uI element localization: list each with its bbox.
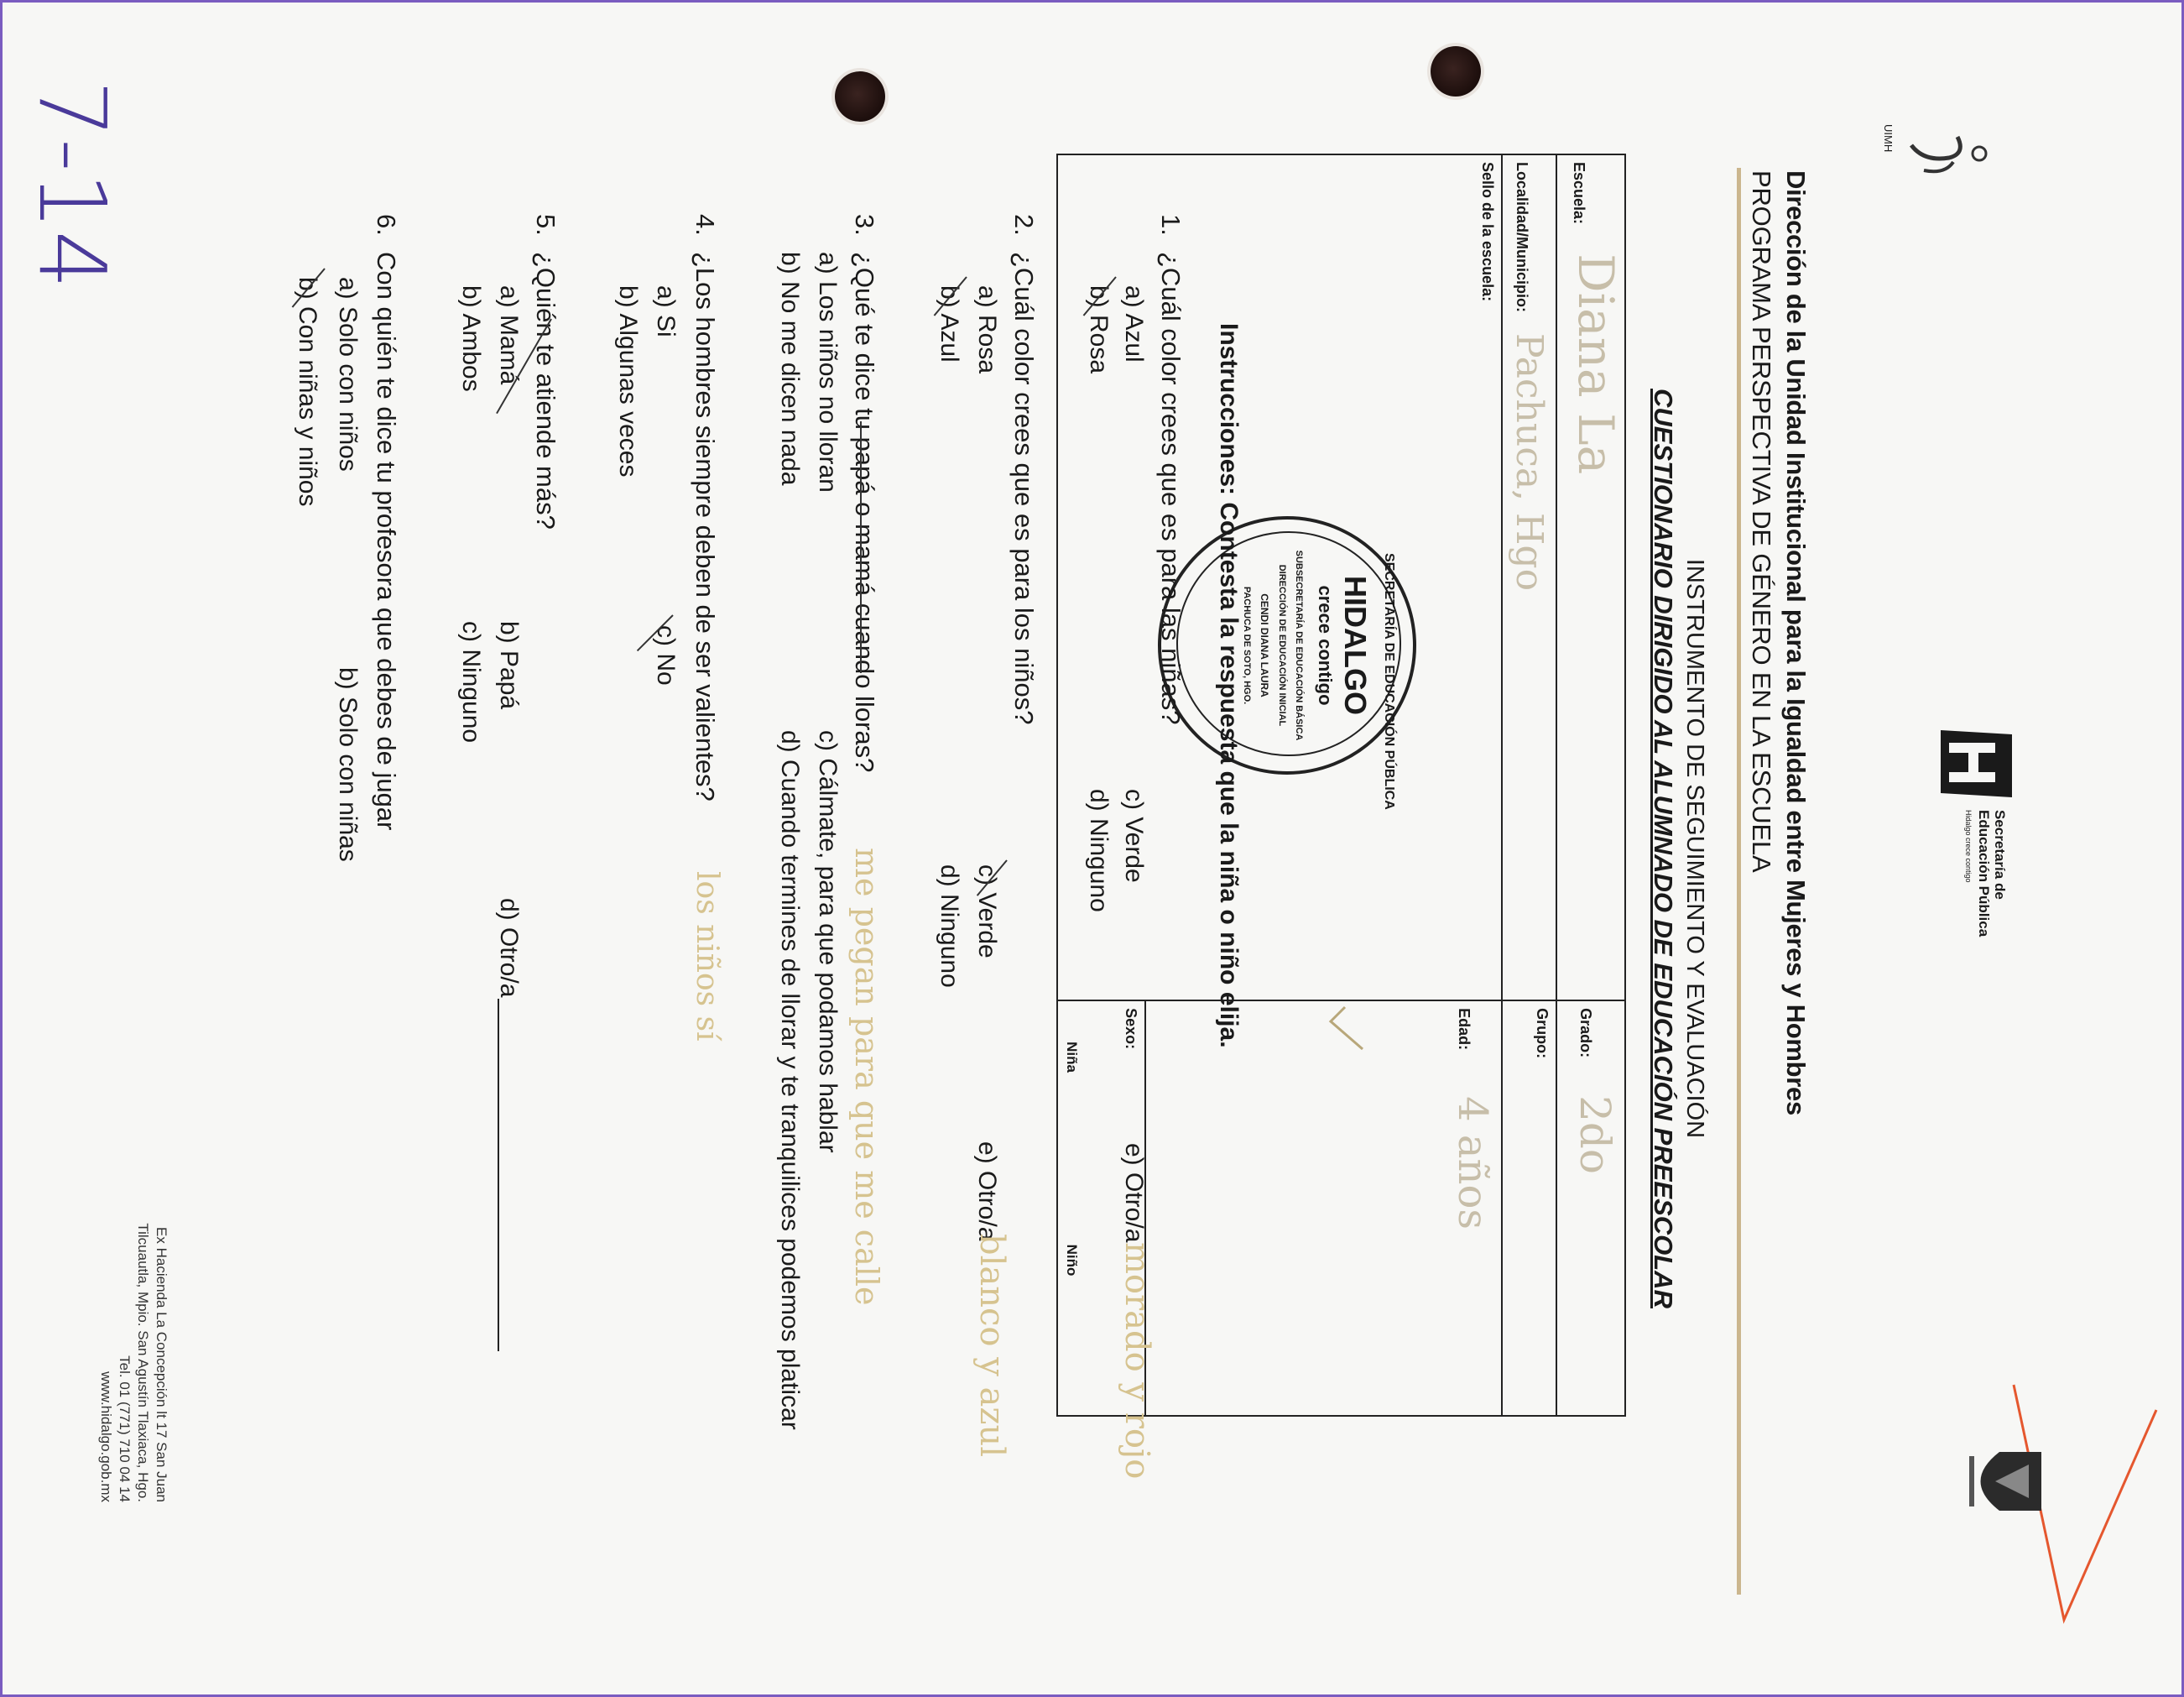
- sex-boy-option: Niño: [1064, 1244, 1080, 1277]
- stamp-line2: DIRECCIÓN DE EDUCACIÓN INICIAL: [1277, 564, 1287, 727]
- question-2-text: ¿Cuál color crees que es para los niños?: [1009, 252, 1039, 725]
- q3-other-answer: me pegan para que me calle: [848, 848, 885, 1306]
- q4-option-c: c) No: [652, 625, 680, 686]
- header-divider: [1737, 168, 1741, 1595]
- q4-option-b: b) Algunas veces: [614, 285, 642, 478]
- q1-option-c: c) Verde: [1120, 789, 1148, 883]
- question-6-number: 6.: [372, 214, 401, 236]
- grade-label: Grado:: [1577, 1008, 1594, 1058]
- sex-girl-option: Niña: [1064, 1042, 1080, 1073]
- q4-other-answer: los niños sí: [690, 871, 724, 1042]
- question-1-text: ¿Cuál color crees que es para las niñas?: [1156, 252, 1186, 725]
- q5-option-c: b) Papá: [495, 621, 523, 710]
- sep-logo-tagline: Hidalgo crece contigo: [1964, 810, 1973, 883]
- q2-other-answer: blanco y azul: [972, 1234, 1011, 1457]
- group-label: Grupo:: [1534, 1008, 1551, 1059]
- q3-option-b: b) No me dicen nada: [776, 252, 804, 486]
- group-cell: [1502, 1000, 1556, 1416]
- stamp-line1: SUBSECRETARÍA DE EDUCACIÓN BÁSICA: [1294, 550, 1304, 741]
- stamp-line4: PACHUCA DE SOTO, HGO.: [1242, 586, 1252, 705]
- grade-value: 2do: [1571, 1095, 1619, 1175]
- q3-option-a: a) Los niños no lloran: [814, 252, 842, 493]
- school-value: Diana La: [1567, 253, 1624, 475]
- stamp-state: HIDALGO: [1338, 576, 1373, 715]
- locality-value: Pachuca, Hgo: [1508, 333, 1551, 592]
- footer-line1: Ex Hacienda La Concepción lt 17 San Juan: [154, 1227, 169, 1502]
- instrument-title: INSTRUMENTO DE SEGUIMIENTO Y EVALUACIÓN: [1681, 558, 1708, 1139]
- school-stamp: [1158, 516, 1416, 810]
- q1-option-e: e) Otro/a: [1120, 1143, 1148, 1243]
- q2-option-b: b) Azul: [936, 285, 963, 363]
- q4-option-a: a) Si: [652, 285, 680, 337]
- q5-option-b: b) Ambos: [457, 285, 485, 392]
- footer-line4: www.hidalgo.gob.mx: [98, 1371, 114, 1502]
- q5-option-a: a) Mamá: [495, 285, 523, 385]
- question-1-number: 1.: [1156, 214, 1186, 236]
- header-title: Dirección de la Unidad Institucional para la Igualdad entre Mujeres y Hombres: [1781, 170, 1811, 1115]
- q2-option-c: c) Verde: [973, 864, 1001, 958]
- locality-cell: [1502, 154, 1556, 1000]
- q1-option-a: a) Azul: [1120, 285, 1148, 363]
- q2-option-e: e) Otro/a: [973, 1141, 1001, 1241]
- handwritten-number: 7-14: [18, 80, 126, 290]
- q1-option-b: b) Rosa: [1085, 285, 1113, 374]
- q3-option-c: c) Cálmate, para que podamos hablar: [814, 730, 842, 1153]
- stamp-motto: crece contigo: [1315, 585, 1336, 706]
- question-4-text: ¿Los hombres siempre deben de ser valientes?: [691, 252, 720, 802]
- q3-strikethrough: [860, 421, 862, 673]
- q1-other-answer: morado y rojo: [1118, 1242, 1156, 1480]
- school-cell: [1556, 154, 1625, 1000]
- footer-line2: Tilcuautla, Mpio. San Agustín Tlaxiaca, Hgo.: [135, 1223, 151, 1502]
- age-value: 4 años: [1449, 1096, 1496, 1230]
- footer-line3: Tel. 01 (771) 710 04 14: [117, 1355, 133, 1502]
- question-3-number: 3.: [850, 214, 879, 236]
- q5-option-e: d) Otro/a: [495, 898, 523, 998]
- age-cell: [1145, 1000, 1502, 1416]
- locality-label: Localidad/Municipio:: [1514, 162, 1530, 312]
- q2-option-a: a) Rosa: [973, 285, 1001, 374]
- q5-other-blank: [498, 999, 499, 1351]
- q2-option-d: d) Ninguno: [936, 864, 963, 988]
- question-2-number: 2.: [1009, 214, 1039, 236]
- q6-option-b: b) Con niñas y niños: [294, 277, 321, 507]
- uimh-logo-caption: UIMH: [1882, 124, 1895, 153]
- question-3-text: ¿Qué te dice tu papá o mamá cuando lloras?: [850, 252, 879, 773]
- coat-of-arms-icon: [1957, 1444, 2050, 1519]
- sep-logo-line2: Educación Pública: [1976, 810, 1992, 937]
- age-label: Edad:: [1456, 1008, 1473, 1051]
- question-5-number: 5.: [531, 214, 560, 236]
- q6-option-c: b) Solo con niñas: [334, 667, 362, 862]
- seal-label: Sello de la escuela:: [1479, 162, 1496, 302]
- checkmark-icon: [1324, 1003, 1366, 1053]
- q5-option-d: c) Ninguno: [457, 621, 485, 744]
- grade-cell: [1556, 1000, 1625, 1416]
- q6-option-a: a) Solo con niños: [334, 277, 362, 472]
- uimh-logo-icon: [1899, 112, 1991, 187]
- sep-logo-line1: Secretaría de: [1992, 810, 2008, 900]
- stamp-outer-text: SECRETARÍA DE EDUCACIÓN PÚBLICA: [1382, 553, 1396, 810]
- question-5-text: ¿Quién te atiende más?: [531, 252, 560, 530]
- questionnaire-heading: CUESTIONARIO DIRIGIDO AL ALUMNADO DE EDUCACIÓN PREESCOLAR: [1649, 389, 1678, 1308]
- q3-option-d: d) Cuando termines de llorar y te tranquilices podemos platicar: [776, 730, 804, 1430]
- q1-option-d: d) Ninguno: [1085, 789, 1113, 912]
- sex-label: Sexo:: [1123, 1008, 1139, 1050]
- footer-address: [96, 1183, 170, 1502]
- question-6-text: Con quién te dice tu profesora que debes de jugar: [372, 252, 401, 831]
- header-program: PROGRAMA PERSPECTIVA DE GÉNERO EN LA ESCUELA: [1747, 170, 1776, 873]
- stamp-line3: CENDI DIANA LAURA: [1259, 593, 1270, 697]
- instructions: Instrucciones: Contesta la respuesta que la niña o niño elija.: [1215, 323, 1243, 1048]
- hidalgo-h-logo-icon: [1936, 726, 2016, 802]
- question-4-number: 4.: [691, 214, 720, 236]
- school-label: Escuela:: [1571, 162, 1587, 225]
